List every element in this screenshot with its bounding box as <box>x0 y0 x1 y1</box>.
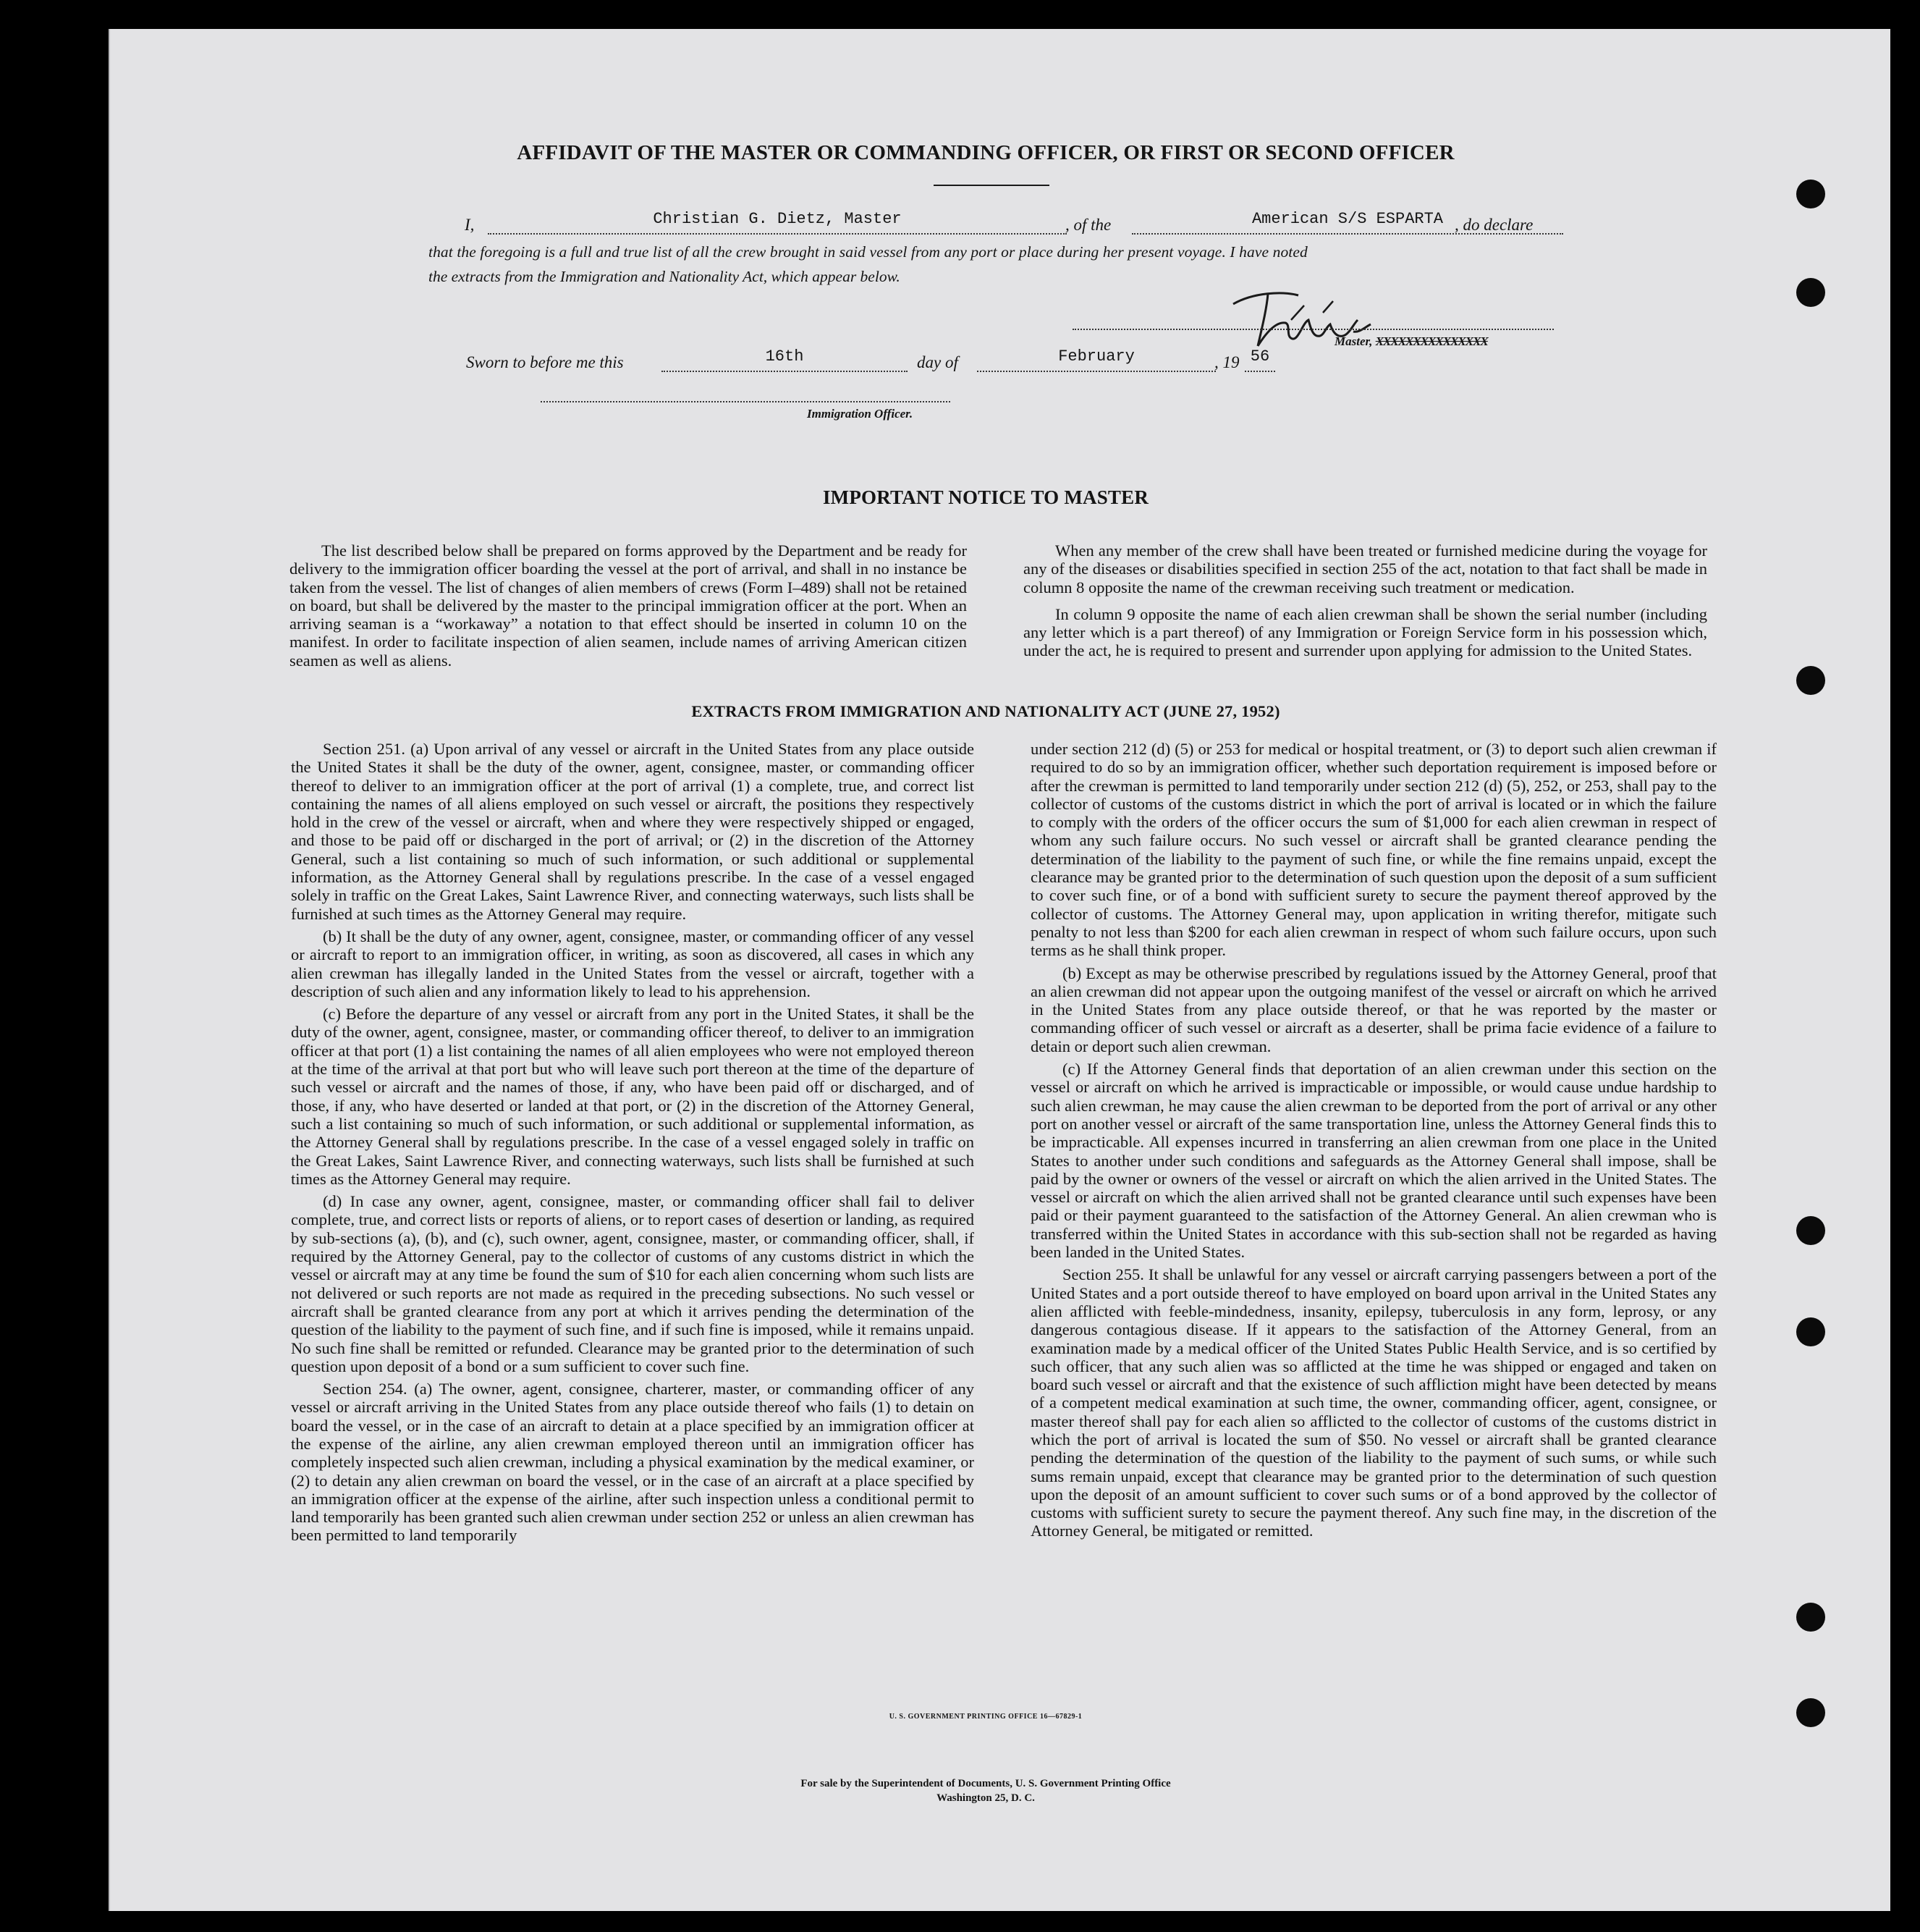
signature-line <box>1073 329 1554 330</box>
sworn-label: Sworn to before me this <box>466 353 624 371</box>
i-label: I, <box>465 216 475 234</box>
punch-hole <box>1796 1603 1825 1632</box>
year-prefix: , 19 <box>1214 353 1240 371</box>
notice-title: IMPORTANT NOTICE TO MASTER <box>822 486 1149 508</box>
sworn-month-field: February <box>977 347 1216 372</box>
section-251d: (d) In case any owner, agent, consignee, master, or commanding officer shall fail to deliver complete, true, and correct lists or reports of aliens, or to report cases of desertion or landing, as required by sub-sections (a), (b), and (c), such owner, agent, consignee, master, or commanding officer, shall, if required by the Attorney General, pay to the collector of customs of any customs district in which the vessel or aircraft may at any time be found the sum of $10 for each alien concerning whom such lists are not delivered or such reports are not made as required in the preceding subsections. No such vessel or aircraft shall be granted clearance from any port at which it arrives pending the determination of the question of the liability to the payment of such fine, and if such fine is imposed, while it remains unpaid. No such fine shall be remitted or refunded. Clearance may be granted prior to the determination of such question upon deposit of a bond or a sum sufficient to cover such fine. <box>291 1192 974 1375</box>
affidavit-title: AFFIDAVIT OF THE MASTER OR COMMANDING OFFICER, OR FIRST OR SECOND OFFICER <box>517 141 1455 164</box>
do-declare-label: , do declare <box>1455 216 1534 234</box>
notice-left-column <box>289 541 967 674</box>
document-page <box>109 29 1890 1911</box>
of-the-label: , of the <box>1065 216 1112 234</box>
sworn-day-field: 16th <box>661 347 908 372</box>
notice-right-column <box>1023 541 1707 665</box>
master-name-field: Christian G. Dietz, Master <box>488 210 1067 235</box>
sale-line-2: Washington 25, D. C. <box>936 1792 1035 1804</box>
affidavit-line-2: that the foregoing is a full and true list of all the crew brought in said vessel from any port or place during her present voyage. I have noted <box>428 243 1308 261</box>
notice-right-paragraph-1: When any member of the crew shall have been treated or furnished medicine during the voyage for any of the diseases or disabilities specified in section 255 of the act, notation to that fact shall be made in column 8 opposite the name of the crewman receiving such treatment or medication. <box>1023 541 1707 596</box>
section-251b: (b) It shall be the duty of any owner, agent, consignee, master, or commanding officer of any vessel or aircraft to report to an immigration officer, in writing, as soon as discovered, all cases in which any alien crewman has illegally landed in the United States from the vessel or aircraft, together with a description of such alien and any information likely to lead to his apprehension. <box>291 927 974 1000</box>
immigration-officer-caption: Immigration Officer. <box>807 407 913 421</box>
section-254a: Section 254. (a) The owner, agent, consignee, charterer, master, or commanding officer of any vessel or aircraft arriving in the United States from any place outside thereof who fails (1) to detain on board the vessel, or in the case of an aircraft to detain at a place specified by an immigration officer at the expense of the airline, any alien crewman employed thereon until an immigration officer has completely inspected such alien crewman, including a physical examination by the medical examiner, or (2) to detain any alien crewman on board the vessel, or in the case of an aircraft at a place specified by an immigration officer at the expense of the airline, after such inspection unless a conditional permit to land temporarily has been granted such alien crewman under section 252 or unless an alien crewman has been permitted to land temporarily <box>291 1380 974 1545</box>
title-rule <box>934 185 1049 186</box>
punch-hole <box>1796 1698 1825 1727</box>
punch-hole <box>1796 1317 1825 1346</box>
affidavit-line-3: the extracts from the Immigration and Nationality Act, which appear below. <box>428 268 900 285</box>
extracts-left-column <box>291 740 974 1549</box>
punch-hole <box>1796 180 1825 208</box>
punch-hole <box>1796 1216 1825 1245</box>
struck-title-text: XXXXXXXXXXXXXXX <box>1375 334 1488 348</box>
signature-caption-text: Master, <box>1335 334 1376 348</box>
vessel-field: American S/S ESPARTA <box>1132 210 1563 235</box>
sale-line-1: For sale by the Superintendent of Documents, U. S. Government Printing Office <box>800 1778 1171 1789</box>
extracts-title: EXTRACTS FROM IMMIGRATION AND NATIONALITY ACT (JUNE 27, 1952) <box>691 702 1280 720</box>
notice-left-paragraph: The list described below shall be prepared on forms approved by the Department and be ready for delivery to the immigration officer boarding the vessel at the port of arrival, and shall in no instance be taken from the vessel. The list of changes of alien members of crews (Form I–489) shall not be retained on board, but shall be delivered by the master to the principal immigration officer at the port. When an arriving seaman is a “workaway” a notation to that effect should be inserted in column 10 on the manifest. In order to facilitate inspection of alien seamen, include names of arriving American citizen seamen as well as aliens. <box>289 541 967 670</box>
sworn-year-field: 56 <box>1245 347 1275 372</box>
section-254a-continued: under section 212 (d) (5) or 253 for medical or hospital treatment, or (3) to deport such alien crewman if required to do so by an immigration officer, whether such deportation requirement is imposed before or after the crewman is permitted to land temporarily under section 212 (d) (5), 252, or 253, shall pay to the collector of customs of the customs district in which the port of arrival is located or in which the failure to comply with the orders of the officer occurs the sum of $1,000 for each alien crewman in respect of whom any such failure occurs. No such vessel or aircraft shall be granted clearance pending the determination of the liability to the payment of such fine, or while the fine remains unpaid, except the clearance may be granted prior to the determination of such question upon the deposit of a sum sufficient to cover such fine, or of a bond with sufficient surety to secure the payment thereof approved by the collector of customs. The Attorney General may, upon application in writing therefor, mitigate such penalty to not less than $200 for each alien crewman in respect of whom such failure occurs, upon such terms as he shall think proper. <box>1031 740 1717 960</box>
notice-right-paragraph-2: In column 9 opposite the name of each alien crewman shall be shown the serial number (including any letter which is a part thereof) of any Immigration or Foreign Service form in his possession which, under the act, he is required to present and surrender upon applying for admission to the United States. <box>1023 604 1707 660</box>
extracts-right-column <box>1031 740 1717 1545</box>
day-of-label: day of <box>917 353 958 371</box>
section-254b: (b) Except as may be otherwise prescribed by regulations issued by the Attorney General, proof that an alien crewman did not appear upon the outgoing manifest of the vessel or aircraft on which he arrived in the United States from any place outside thereof, or that he was reported by the master or commanding officer of such vessel or aircraft as a deserter, shall be prima facie evidence of a failure to detain or deport such alien crewman. <box>1031 963 1717 1055</box>
punch-hole <box>1796 666 1825 695</box>
section-254c: (c) If the Attorney General finds that deportation of an alien crewman under this section on the vessel or aircraft on which he arrived is impracticable or impossible, or would cause undue hardship to such alien crewman, he may cause the alien crewman to be deported from the port of arrival or any other port on another vessel or aircraft of the same transportation line, unless the Attorney General finds this to be impracticable. All expenses incurred in transferring an alien crewman from one place in the United States to another under such conditions and safeguards as the Attorney General shall impose, shall be paid by the owner or owners of the vessel or aircraft on which the alien arrived in the United States. The vessel or aircraft on which the alien arrived shall not be granted clearance until such expenses have been paid or their payment guaranteed to the satisfaction of the Attorney General. An alien crewman who is transferred within the United States in accordance with this sub-section shall not be regarded as having been landed in the United States. <box>1031 1060 1717 1262</box>
punch-hole <box>1796 278 1825 307</box>
section-251c: (c) Before the departure of any vessel or aircraft from any port in the United States, it shall be the duty of the owner, agent, consignee, master, or commanding officer thereof, to deliver to an immigration officer at that port (1) a list containing the names of all alien employees who were not employed thereon at the time of the arrival at that port but who will leave such port thereon at the time of the departure of such vessel or aircraft and the names of those, if any, who have been paid off or discharged, and of those, if any, who have deserted or landed at that port, or (2) in the discretion of the Attorney General, such a list containing so much of such information, or such additional or supplemental information, as the Attorney General shall by regulations prescribe. In the case of a vessel engaged solely in traffic on the Great Lakes, Saint Lawrence River, and connecting waterways, such lists shall be furnished at such times as the Attorney General may require. <box>291 1005 974 1188</box>
section-255: Section 255. It shall be unlawful for any vessel or aircraft carrying passengers between a port of the United States and a port outside thereof to have employed on board upon arrival in the United States any alien afflicted with feeble-mindedness, insanity, epilepsy, tuberculosis in any form, leprosy, or any dangerous contagious disease. If it appears to the satisfaction of the Attorney General, from an examination made by a medical officer of the United States Public Health Service, and is so certified by such officer, that any such alien was so afflicted at the time he was shipped or engaged and taken on board such vessel or aircraft and that the existence of such affliction might have been detected by means of a competent medical examination at such time, the owner, commanding officer, agent, consignee, or master thereof shall pay for each alien so afflicted to the collector of customs of the customs district in which the port of arrival is located the sum of $50. No vessel or aircraft shall be granted clearance pending the determination of the question of the liability to the payment of such sums, or while such sums remain unpaid, except that clearance may be granted prior to the determination of such question upon the deposit of an amount sufficient to cover such sums or of a bond approved by the collector of customs with sufficient surety to secure the payment thereof. Any such fine may, in the discretion of the Attorney General, be mitigated or remitted. <box>1031 1265 1717 1540</box>
gpo-line: U. S. GOVERNMENT PRINTING OFFICE 16—67829-1 <box>889 1713 1083 1721</box>
immigration-officer-line <box>541 401 950 402</box>
section-251a: Section 251. (a) Upon arrival of any vessel or aircraft in the United States from any place outside the United States it shall be the duty of the owner, agent, consignee, master, or commanding officer thereof to deliver to an immigration officer at the port of arrival (1) a complete, true, and correct list containing the names of all aliens employed on such vessel or aircraft, the positions they respectively hold in the crew of the vessel or aircraft, when and where they were respectively shipped or engaged, and those to be paid off or discharged in the port of arrival; or (2) in the discretion of the Attorney General, such a list containing so much of such information, or such additional or supplemental information, as the Attorney General shall by regulations prescribe. In the case of a vessel engaged solely in traffic on the Great Lakes, Saint Lawrence River, and connecting waterways, such lists shall be furnished at such times as the Attorney General may require. <box>291 740 974 923</box>
signature-caption <box>1335 334 1488 349</box>
